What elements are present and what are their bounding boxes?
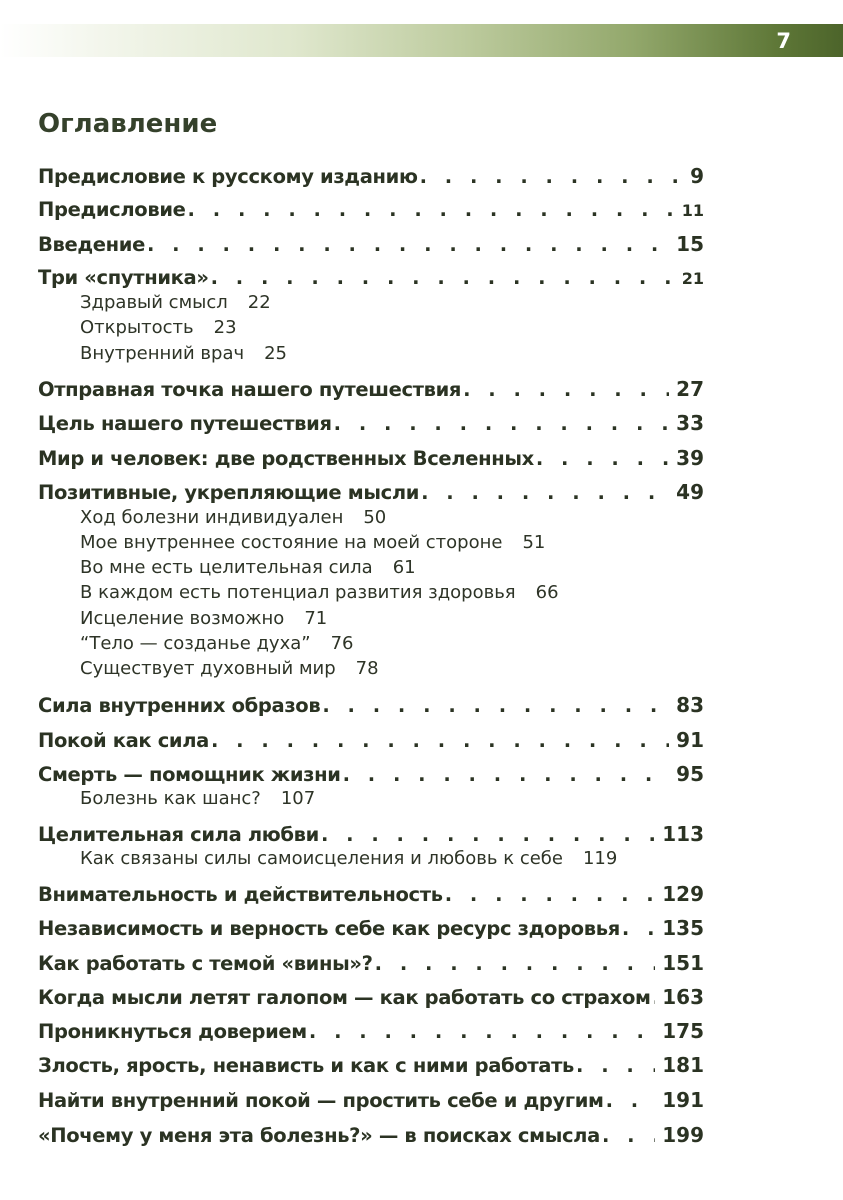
toc-subentry: [80, 581, 559, 605]
toc-entry-title: Три «спутника»: [38, 266, 209, 289]
dot-leader: [147, 232, 669, 258]
toc-entry: [38, 1018, 704, 1045]
dot-leader: [211, 728, 669, 754]
toc-entry-title: Предисловие: [38, 198, 186, 221]
toc-entry-page: 39: [676, 446, 704, 470]
toc-entry-page: 11: [681, 201, 704, 220]
toc-subentry-title: Мое внутреннее состояние на моей стороне: [80, 532, 503, 553]
toc-entry-title: Найти внутренний покой — простить себе и другим: [38, 1089, 604, 1112]
toc-entry-page: 33: [676, 411, 704, 435]
dot-leader: [211, 265, 675, 291]
toc-entry-page: 175: [662, 1019, 704, 1043]
toc-entry-page: 91: [676, 728, 704, 752]
toc-entry-title: Как работать с темой «вины»?: [38, 952, 373, 975]
toc-entry-page: 191: [662, 1088, 704, 1112]
toc-subentry-page: 76: [330, 633, 354, 654]
toc-subentry: [80, 657, 379, 681]
toc-entry: [38, 1087, 704, 1114]
toc-subentry-title: В каждом есть потенциал развития здоровья: [80, 582, 516, 603]
toc-entry: [38, 881, 704, 908]
toc-subentry: [80, 787, 315, 811]
dot-leader: [343, 762, 670, 788]
dot-leader: [421, 480, 669, 506]
toc-entry: [38, 1122, 704, 1149]
toc-entry-page: 113: [662, 822, 704, 846]
toc-entry-page: 21: [681, 269, 704, 288]
toc-entry-page: 181: [662, 1053, 704, 1077]
toc-entry-page: 163: [662, 985, 704, 1009]
toc-entry-title: Смерть — помощник жизни: [38, 763, 341, 786]
toc-entry: [38, 950, 704, 977]
toc-subentry-page: 61: [392, 557, 416, 578]
dot-leader: [445, 882, 656, 908]
toc-entry: [38, 479, 704, 506]
toc-subentry-title: Открытость: [80, 317, 194, 338]
dot-leader: [188, 197, 675, 223]
dot-leader: [576, 1053, 655, 1079]
dot-leader: [322, 693, 669, 719]
toc-subentry-page: 71: [304, 608, 328, 629]
toc-entry: [38, 1052, 704, 1079]
toc-entry-page: 27: [676, 377, 704, 401]
toc-subentry-title: Существует духовный мир: [80, 658, 336, 679]
dot-leader: [309, 1019, 655, 1045]
toc-subentry: [80, 316, 237, 340]
toc-subentry: [80, 531, 545, 555]
toc-subentry-page: 107: [280, 788, 316, 809]
toc-subentry-page: 23: [213, 317, 237, 338]
toc-subentry-page: 78: [355, 658, 379, 679]
toc-subentry: [80, 291, 271, 315]
toc-entry-title: Предисловие к русскому изданию: [38, 165, 418, 188]
toc-subentry-title: Во мне есть целительная сила: [80, 557, 373, 578]
toc-entry: [38, 915, 704, 942]
toc-subentry-title: “Тело — созданье духа”: [80, 633, 311, 654]
toc-entry: [38, 410, 704, 437]
page-number: 7: [776, 29, 791, 53]
toc-entry-title: Позитивные, укрепляющие мысли: [38, 481, 420, 504]
toc-entry: [38, 265, 704, 292]
toc-entry-title: Внимательность и действительность: [38, 883, 443, 906]
dot-leader: [334, 411, 670, 437]
toc-entry-title: Проникнуться доверием: [38, 1020, 307, 1043]
toc-entry-title: Цель нашего путешествия: [38, 412, 332, 435]
toc-subentry: [80, 506, 386, 530]
toc-entry-page: 49: [676, 480, 704, 504]
toc-subentry-title: Как связаны силы самоисцеления и любовь к себе: [80, 848, 563, 869]
dot-leader: [602, 1123, 655, 1149]
toc-entry: [38, 821, 704, 848]
toc-entry-title: Мир и человек: две родственных Вселенных: [38, 447, 534, 470]
toc-subentry-page: 119: [582, 848, 618, 869]
toc-subentry: [80, 632, 354, 656]
toc-subentry: [80, 847, 617, 871]
toc-subentry: [80, 342, 287, 366]
dot-leader: [606, 1088, 656, 1114]
toc-entry-title: Отправная точка нашего путешествия: [38, 378, 462, 401]
toc-entry: [38, 692, 704, 719]
toc-entry-page: 151: [662, 951, 704, 975]
toc-entry-title: Когда мысли летят галопом — как работать со страхом: [38, 986, 651, 1009]
toc-entry: [38, 231, 704, 258]
dot-leader: [463, 377, 669, 403]
toc-subentry: [80, 607, 327, 631]
toc-subentry: [80, 556, 416, 580]
toc-entry: [38, 761, 704, 788]
toc-entry-page: 199: [662, 1123, 704, 1147]
toc-entry: [38, 445, 704, 472]
toc-entry-title: Независимость и верность себе как ресурс здоровья: [38, 917, 620, 940]
toc-subentry-title: Ход болезни индивидуален: [80, 507, 344, 528]
toc-entry-page: 95: [676, 762, 704, 786]
toc-subentry-page: 22: [247, 292, 271, 313]
toc-subentry-title: Здравый смысл: [80, 292, 228, 313]
toc-entry-title: Покой как сила: [38, 729, 209, 752]
toc-title: Оглавление: [38, 109, 218, 139]
dot-leader: [375, 951, 656, 977]
dot-leader: [536, 446, 669, 472]
toc-entry: [38, 376, 704, 403]
toc-entry-title: Введение: [38, 233, 145, 256]
toc-entry-title: «Почему у меня эта болезнь?» — в поисках смысла: [38, 1124, 600, 1147]
toc-entry: [38, 197, 704, 224]
dot-leader: [321, 822, 655, 848]
toc-entry-title: Целительная сила любви: [38, 823, 319, 846]
toc-subentry-title: Внутренний врач: [80, 343, 245, 364]
toc-entry-page: 129: [662, 882, 704, 906]
toc-entry-page: 83: [676, 693, 704, 717]
dot-leader: [622, 916, 655, 942]
toc-entry-title: Злость, ярость, ненависть и как с ними работать: [38, 1054, 575, 1077]
toc-subentry-title: Исцеление возможно: [80, 608, 285, 629]
header-bar: [0, 24, 843, 57]
toc-entry: [38, 163, 704, 190]
toc-subentry-page: 25: [264, 343, 288, 364]
dot-leader: [420, 164, 684, 190]
toc-entry-page: 15: [676, 232, 704, 256]
toc-subentry-title: Болезнь как шанс?: [80, 788, 261, 809]
toc-entry-page: 135: [662, 916, 704, 940]
toc-subentry-page: 51: [522, 532, 546, 553]
toc-entry: [38, 727, 704, 754]
toc-subentry-page: 66: [535, 582, 559, 603]
dot-leader: [653, 985, 656, 1011]
toc-entry-page: 9: [690, 164, 704, 188]
toc-subentry-page: 50: [363, 507, 387, 528]
toc-entry-title: Сила внутренних образов: [38, 694, 321, 717]
toc-entry: [38, 984, 704, 1011]
